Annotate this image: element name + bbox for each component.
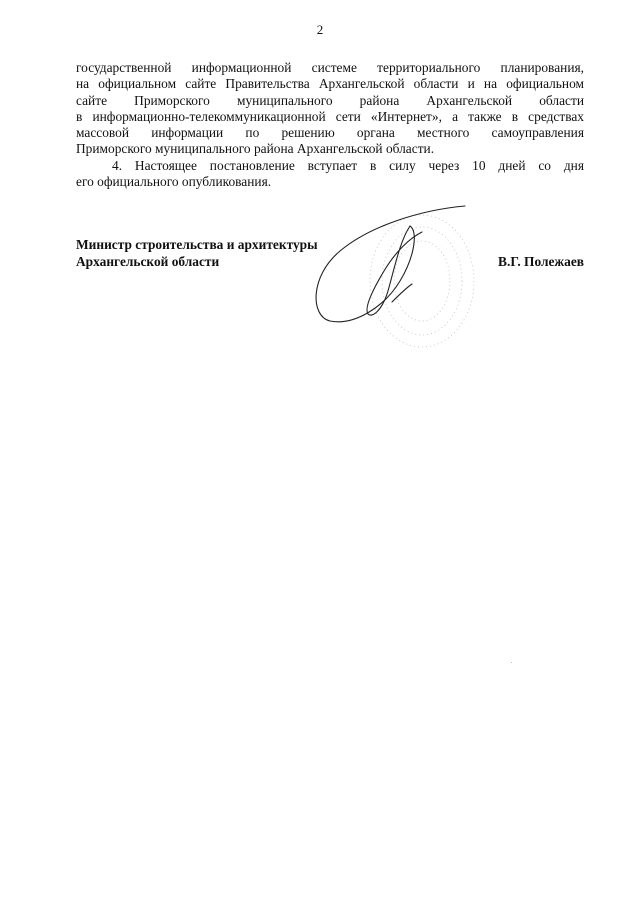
handwritten-signature [300, 196, 480, 366]
body-text [76, 60, 584, 190]
signatory-title-line: Архангельской области [76, 254, 220, 269]
signature-strokes [316, 206, 465, 322]
text-line: сайте Приморского муниципального района Архангельской области [76, 92, 584, 108]
page-number: 2 [316, 22, 324, 37]
signatory-name: В.Г. Полежаев [498, 254, 584, 269]
text-line: в информационно-телекоммуникационной сети «Интернет», а также в средствах [76, 108, 584, 124]
signatory-title [76, 236, 318, 270]
paragraph-effective-date [76, 158, 584, 191]
text-line: Приморского муниципального района Архангельской области. [76, 141, 435, 157]
text-line: 4. Настоящее постановление вступает в силу через 10 дней со дня [112, 157, 584, 173]
scan-speck [511, 662, 512, 663]
text-line: государственной информационной системе территориального планирования, [76, 60, 584, 75]
paragraph-publication [76, 60, 584, 158]
text-line: массовой информации по решению органа местного самоуправления [76, 125, 584, 141]
text-line: его официального опубликования. [76, 174, 272, 190]
text-line: на официальном сайте Правительства Архангельской области и на официальном [76, 76, 584, 92]
stamp-impression [370, 215, 474, 347]
signatory-title-line: Министр строительства и архитектуры [76, 237, 318, 252]
